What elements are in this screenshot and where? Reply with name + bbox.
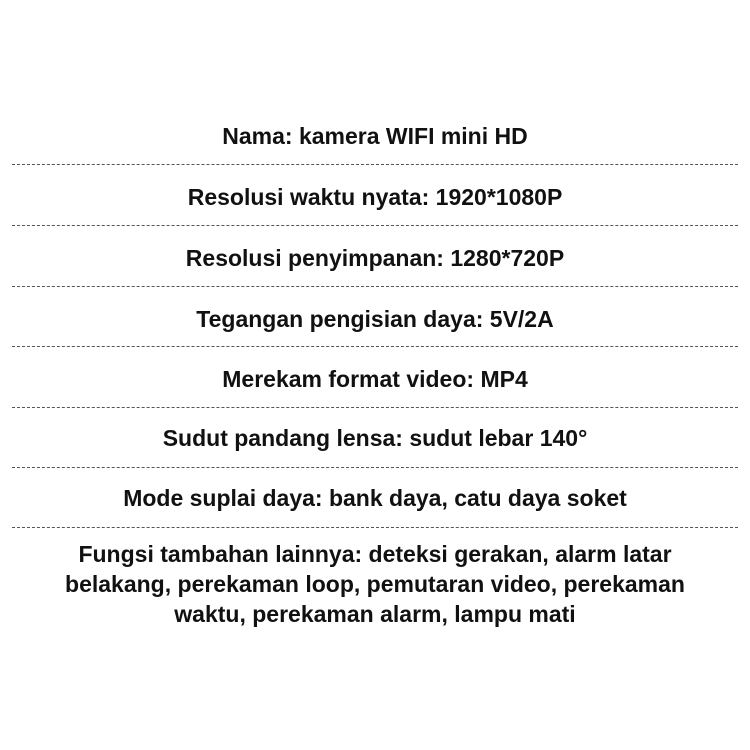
spec-charging-voltage: Tegangan pengisian daya: 5V/2A	[196, 306, 554, 332]
spec-lens-angle: Sudut pandang lensa: sudut lebar 140°	[162, 425, 588, 451]
spec-name: Nama: kamera WIFI mini HD	[222, 123, 528, 149]
divider	[12, 164, 738, 165]
divider	[12, 286, 738, 287]
spec-extra-functions-line-2: belakang, perekaman loop, pemutaran video, perekaman	[65, 571, 685, 597]
spec-extra-functions-line-3: waktu, perekaman alarm, lampu mati	[174, 601, 576, 627]
divider	[12, 407, 738, 408]
divider	[12, 346, 738, 347]
divider	[12, 527, 738, 528]
spec-extra-functions-line-1: Fungsi tambahan lainnya: deteksi gerakan, alarm latar	[78, 541, 672, 567]
spec-video-format: Merekam format video: MP4	[222, 366, 528, 392]
spec-power-supply: Mode suplai daya: bank daya, catu daya soket	[123, 485, 627, 511]
divider	[12, 467, 738, 468]
spec-storage-resolution: Resolusi penyimpanan: 1280*720P	[185, 245, 565, 271]
spec-realtime-resolution: Resolusi waktu nyata: 1920*1080P	[187, 184, 563, 210]
divider	[12, 225, 738, 226]
